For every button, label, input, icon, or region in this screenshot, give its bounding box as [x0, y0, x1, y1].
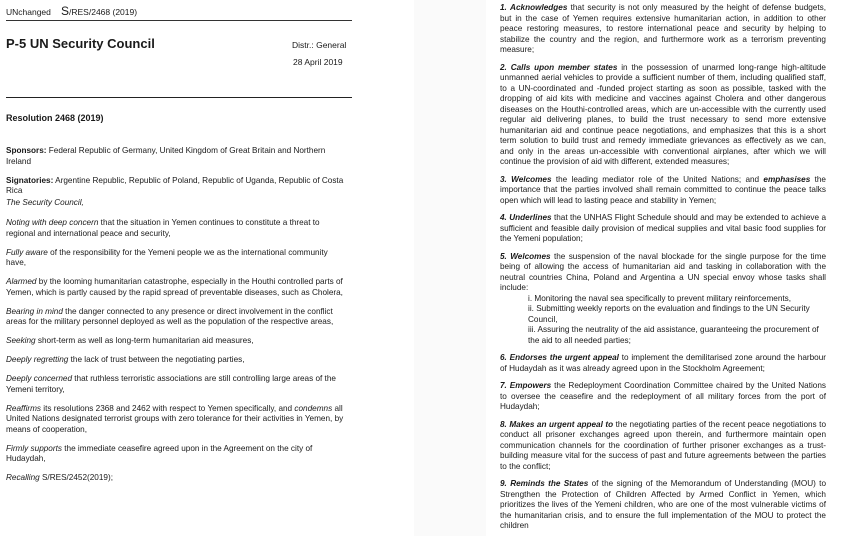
signatories-text: Argentine Republic, Republic of Poland, Republic of Uganda, Republic of Costa Rica	[6, 175, 344, 195]
clause-text: the importance that the parties involved shall remain committed to continue the peace talks open which will lead to lasting peace and stability in Yemen;	[500, 174, 826, 205]
clause-lead: Deeply concerned	[6, 374, 72, 383]
clause-text: all United Nations designated terrorist groups with zero tolerance for their activities in Yemen, by means of cooperation,	[6, 403, 344, 434]
clause-text: the danger connected to any presence or direct involvement in the conflict areas for the military personnel deployed as well as the population of the respective areas,	[6, 306, 334, 326]
clause-number: 6.	[500, 353, 507, 362]
preamble-clause	[6, 404, 350, 436]
operative-clause	[500, 3, 826, 56]
signatories	[6, 176, 350, 197]
preamble-clause	[6, 218, 350, 239]
council-title: P-5 UN Security Council	[6, 36, 155, 51]
clause-text: the negotiating parties of the recent peace negotiations to conduct all prisoner exchanges agreed upon therein, and furthermore maintain open communication channels for the coordination of further prisoner exchanges as a trust-building measure vital for the success of past and future agreements between the parties to the conflict;	[500, 419, 826, 471]
clause-lead: Reminds the States	[510, 479, 589, 488]
clause-text: the Redeployment Coordination Committee chaired by the United Nations to oversee the ceasefire and the redeployment of all military forces from the port of Hudaydah;	[500, 381, 827, 411]
operative-clause	[500, 175, 826, 207]
preamble-section	[6, 146, 350, 492]
operative-clause	[500, 420, 826, 473]
sub-clause: ii. Submitting weekly reports on the evaluation and findings to the UN Security Council,	[528, 304, 810, 324]
operative-section	[486, 0, 826, 539]
clause-text: short-term as well as long-term humanitarian aid measures,	[35, 336, 254, 345]
header-rule	[6, 20, 352, 21]
sponsors	[6, 146, 350, 167]
clause-number: 2.	[500, 62, 507, 72]
operative-clause	[500, 252, 826, 347]
preamble-clause	[6, 277, 350, 298]
clause-lead: Endorses the urgent appeal	[509, 353, 619, 362]
operative-clause	[500, 479, 826, 532]
clause-lead: Acknowledges	[510, 3, 568, 12]
preamble-clause	[6, 248, 350, 269]
operative-list	[500, 3, 826, 532]
clause-text: its resolutions 2368 and 2462 with respect to Yemen specifically, and	[41, 403, 295, 413]
clause-text: that the UNHAS Flight Schedule should and may be extended to achieve a sufficient and feasible daily provision of medical supplies and vital basic food supplies for the Yemeni population;	[500, 213, 826, 243]
clause-text: that the situation in Yemen continues to constitute a threat to regional and international peace and security,	[6, 218, 320, 238]
clause-lead: Reaffirms	[6, 403, 42, 413]
clause-lead: Deeply regretting	[6, 355, 69, 364]
document-page-left	[0, 0, 414, 536]
preamble-clause	[6, 336, 350, 347]
title-rule	[6, 97, 352, 98]
clause-text: to implement the demilitarised zone around the harbour of Hudaydah as it was already agreed upon in the Stockholm Agreement;	[500, 353, 826, 373]
operative-clause	[500, 63, 826, 168]
document-page-right	[486, 0, 850, 536]
clause-lead: Seeking	[6, 336, 36, 345]
clause-lead: condemns	[294, 403, 333, 413]
clause-text: the leading mediator role of the United Nations; and	[551, 174, 764, 184]
clause-text: the immediate ceasefire agreed upon in the Agreement on the city of Hudaydah,	[6, 443, 313, 463]
clause-number: 1.	[500, 3, 507, 12]
clause-text: of the responsibility for the Yemeni people we as the international community have,	[6, 247, 328, 267]
clause-lead: emphasises	[763, 174, 811, 184]
clause-number: 7.	[500, 381, 507, 390]
clause-text: of the signing of the Memorandum of Understanding (MOU) to Strengthen the Protection of Children Affected by Armed Conflict in Yemen, which prioritizes the lives of the Yemeni children, who are one of the most vulnerable victims of the humanitarian crisis, and to ensure the full implementation of the MOU to protect the children	[500, 479, 826, 530]
document-status: UNchanged	[6, 7, 51, 17]
document-date: 28 April 2019	[293, 57, 343, 67]
operative-clause	[500, 213, 826, 245]
clause-lead: Firmly supports	[6, 443, 62, 453]
clause-number: 3.	[500, 174, 507, 184]
resolution-title: Resolution 2468 (2019)	[6, 113, 104, 123]
clause-text: by the looming humanitarian catastrophe, especially in the Houthi controlled parts of Yemen, which is partly caused by the rapid spread of preventable diseases, such as Cholera,	[6, 277, 343, 297]
symbol-prefix: S	[61, 4, 70, 18]
clause-number: 8.	[500, 419, 507, 429]
preamble-clause	[6, 473, 350, 484]
operative-clause	[500, 381, 826, 413]
document-symbol	[61, 4, 137, 18]
sponsors-text: Federal Republic of Germany, United Kingdom of Great Britain and Northern Ireland	[6, 146, 326, 166]
clause-number: 5.	[500, 251, 507, 261]
clause-lead: Welcomes	[511, 174, 552, 184]
clause-lead: Welcomes	[510, 251, 551, 261]
clause-text: that security is not only measured by the height of defense budgets, but in the case of Yemen requires extensive humanitarian action, in addition to other peace restoring measures, to restore international peace and security by helping to stabilize the country and the region, and furthermore work as a terrorism preventing measure;	[500, 3, 826, 54]
clause-text: the suspension of the naval blockade for the single purpose for the time being of allowing the access of humanitarian aid and tasking in collaboration with the neutral countries China, Poland and Argentina a UN special envoy whose tasks shall include:	[500, 251, 826, 292]
preamble-clause	[6, 355, 350, 366]
clause-lead: Recalling	[6, 473, 40, 482]
preamble-clause	[6, 374, 350, 395]
sub-clause: i. Monitoring the naval sea specifically to prevent military reinforcements,	[528, 293, 792, 303]
preamble-intro: The Security Council,	[6, 197, 84, 207]
clause-lead: Makes an urgent appeal to	[509, 419, 614, 429]
preamble-list	[6, 218, 350, 484]
clause-lead: Noting with deep concern	[6, 218, 99, 227]
preamble-clause	[6, 307, 350, 328]
clause-lead: Calls upon member states	[510, 62, 618, 72]
page-gutter	[414, 0, 486, 536]
sub-clause: iii. Assuring the neutrality of the aid assistance, guaranteeing the procurement of the aid to all needed parties;	[528, 325, 819, 345]
clause-lead: Alarmed	[6, 277, 37, 286]
clause-number: 9.	[500, 479, 507, 488]
clause-lead: Bearing in mind	[6, 306, 63, 316]
clause-lead: Empowers	[509, 381, 552, 390]
sponsors-label: Sponsors:	[6, 146, 47, 155]
signatories-label: Signatories:	[6, 175, 54, 185]
clause-text: in the possession of unarmed long-range high-altitude unmanned aerial vehicles to provide a sufficient number of them, including qualified staff, to a UN-coordinated and -funded project starting as soon as possible, tasked with the dropping of aid kits with medicine and vaccines against Cholera and other dangerous diseases on the Houthi-controlled areas, which are un-accessible with the currently used regular aid delivering planes, to build the trust necessary to send more extensive humanitarian aid and continue peace negotiations, and emphasizes that this is a short term solution to build trust and remedy immediate grievances as effectively as we can, and only in the areas un-accessible with conventional airplanes, after which we will continue the provision of aid with different, extended measures;	[500, 62, 826, 166]
clause-text: that ruthless terroristic associations are still controlling large areas of the Yemeni territory,	[6, 374, 336, 394]
clause-text: the lack of trust between the negotiating parties,	[68, 355, 245, 364]
preamble-clause	[6, 444, 350, 465]
clause-lead: Fully aware	[6, 247, 48, 257]
operative-clause	[500, 353, 826, 374]
clause-text: S/RES/2452(2019);	[39, 473, 113, 482]
clause-number: 4.	[500, 213, 507, 222]
distribution: Distr.: General	[292, 40, 347, 50]
clause-lead: Underlines	[509, 213, 552, 222]
symbol-rest: /RES/2468 (2019)	[69, 7, 138, 17]
